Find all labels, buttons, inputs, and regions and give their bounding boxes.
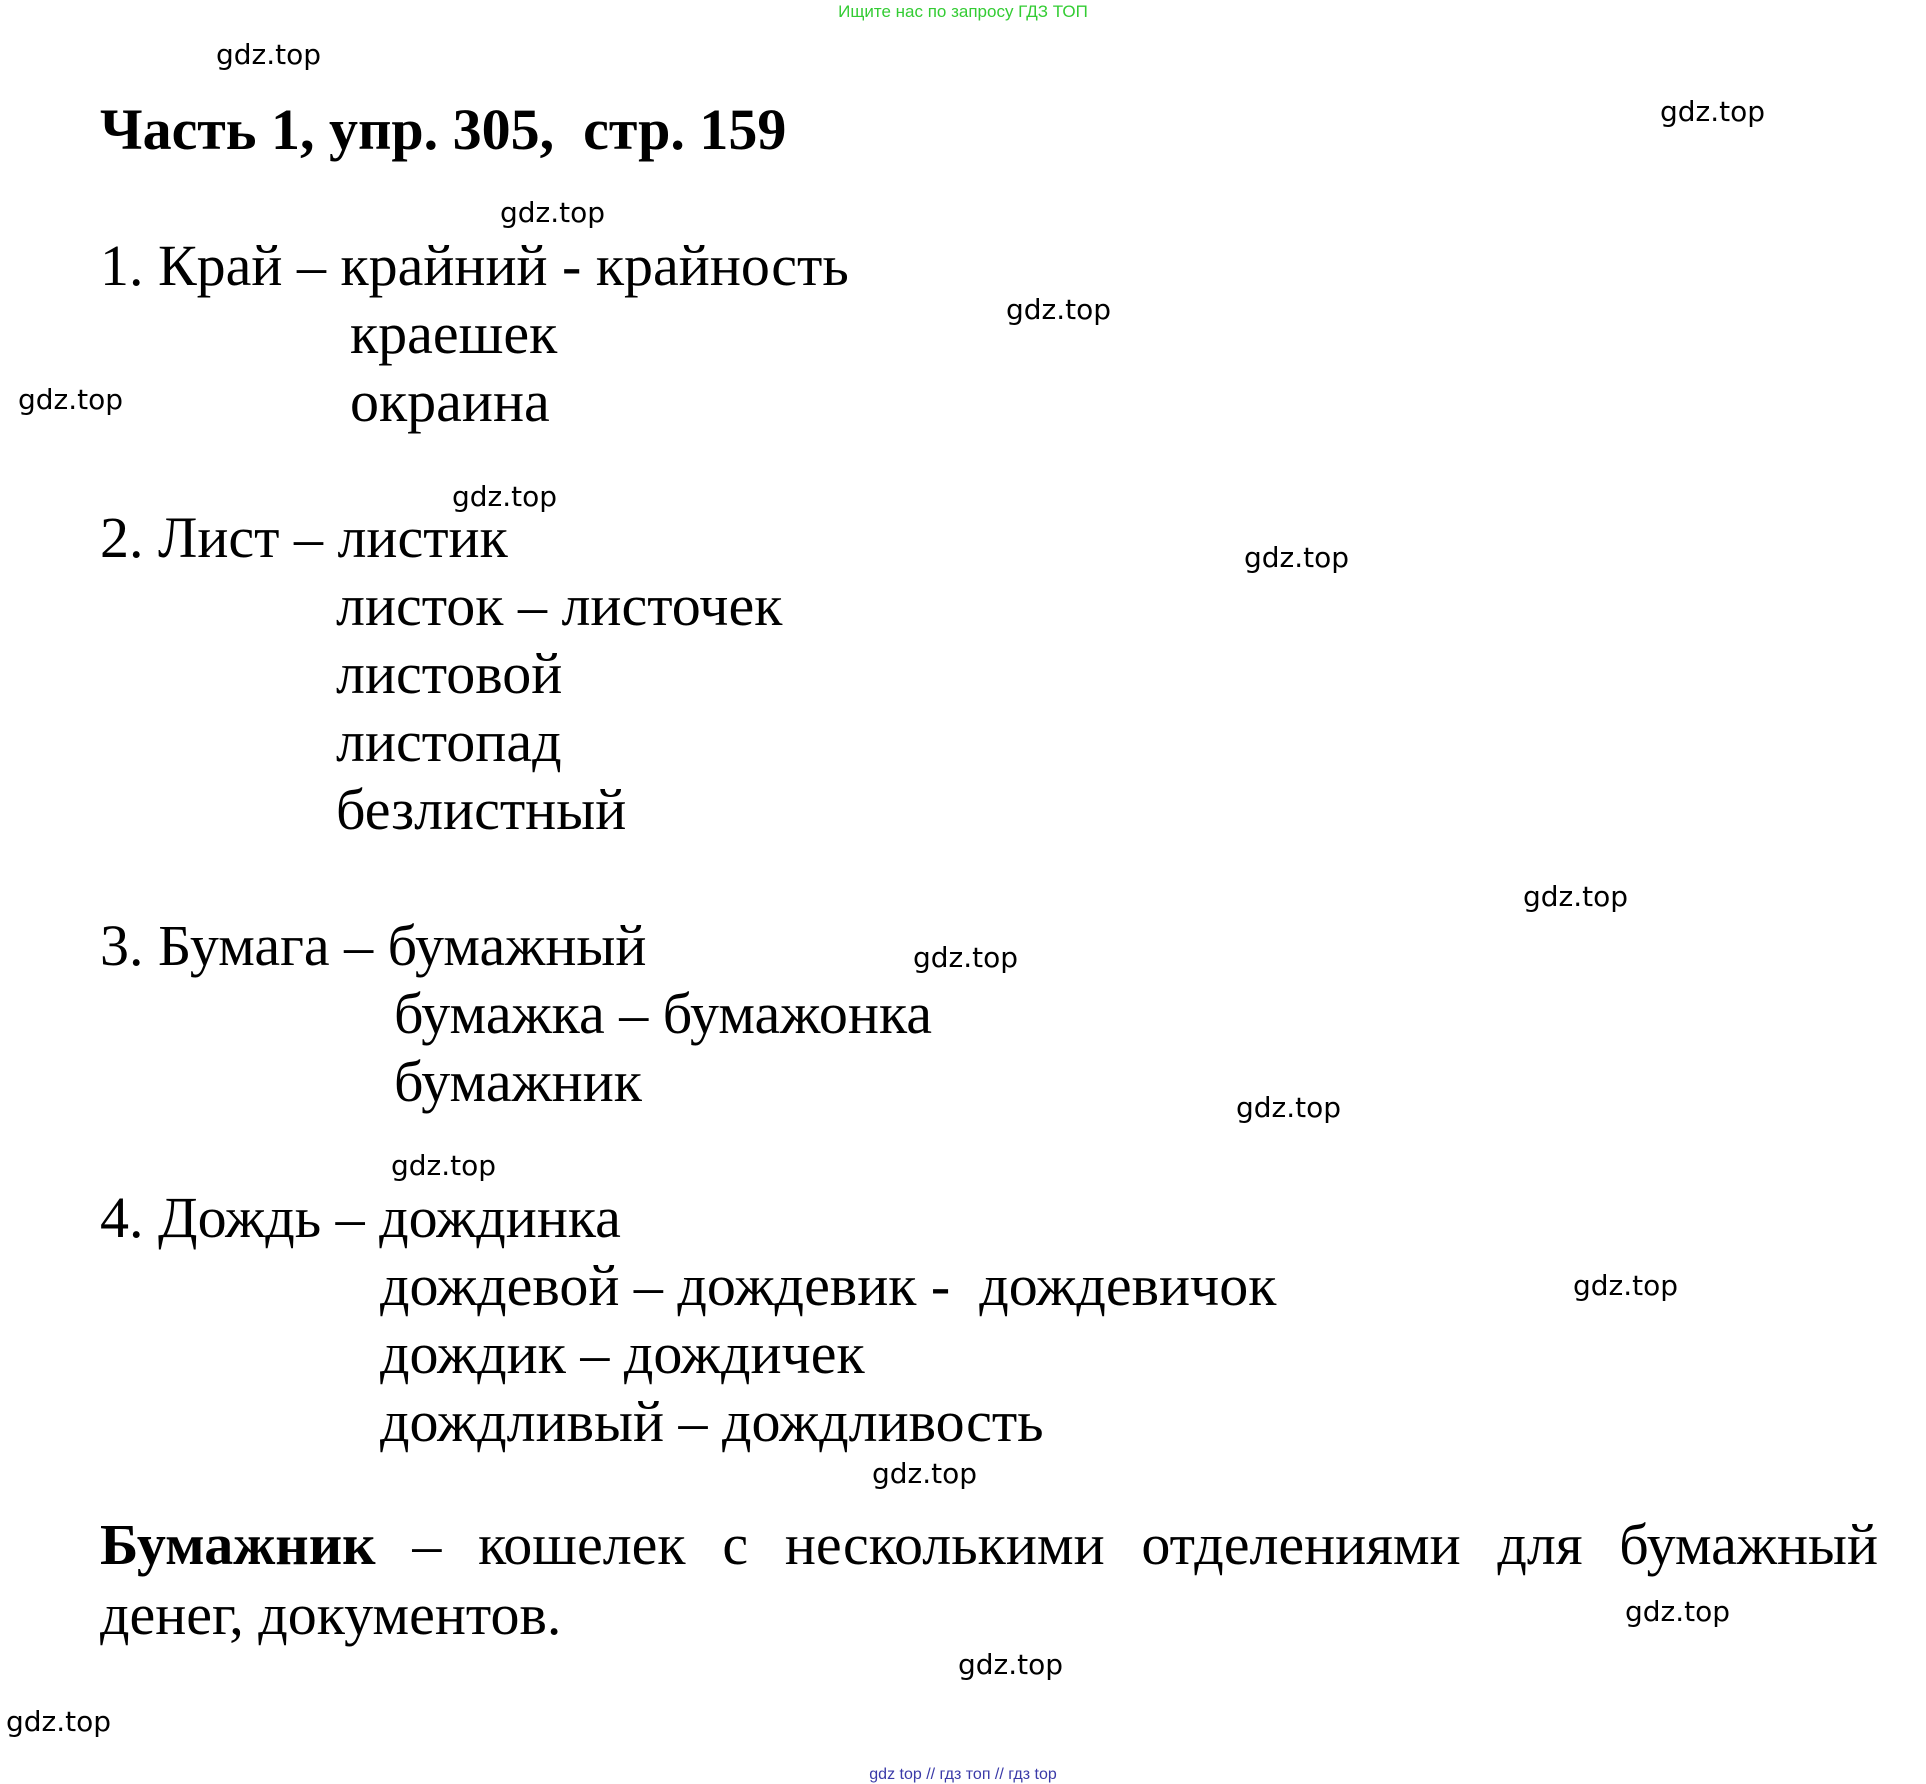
group-2-line-3: листовой (336, 641, 563, 706)
group-2-line-1: 2. Лист – листик (100, 505, 508, 570)
watermark: gdz.top (1625, 1595, 1731, 1628)
watermark: gdz.top (391, 1149, 497, 1182)
watermark: gdz.top (6, 1705, 112, 1738)
group-3-line-2: бумажка – бумажонка (394, 981, 933, 1046)
watermark: gdz.top (1573, 1269, 1679, 1302)
watermark: gdz.top (18, 383, 124, 416)
group-2-line-5: безлистный (336, 777, 627, 842)
footer-links[interactable]: gdz top // гдз топ // гдз top (869, 1766, 1057, 1783)
group-4-line-1: 4. Дождь – дождинка (100, 1185, 621, 1250)
definition-paragraph (100, 1510, 1878, 1650)
watermark: gdz.top (1236, 1091, 1342, 1124)
group-3-line-3: бумажник (394, 1049, 642, 1114)
group-4-line-4: дождливый – дождливость (380, 1389, 1044, 1454)
group-1-line-2: краешек (350, 301, 558, 366)
group-4-line-2: дождевой – дождевик - дождевичок (380, 1253, 1277, 1318)
watermark: gdz.top (913, 941, 1019, 974)
watermark: gdz.top (1244, 541, 1350, 574)
group-2-line-2: листок – листочек (336, 573, 783, 638)
group-1-line-3: окраина (350, 369, 550, 434)
group-3-line-1: 3. Бумага – бумажный (100, 913, 647, 978)
watermark: gdz.top (872, 1457, 978, 1490)
watermark: gdz.top (216, 38, 322, 71)
watermark: gdz.top (1006, 293, 1112, 326)
group-4-line-3: дождик – дождичек (380, 1321, 865, 1386)
exercise-title: Часть 1, упр. 305, стр. 159 (100, 97, 787, 162)
watermark: gdz.top (1660, 95, 1766, 128)
watermark: gdz.top (1523, 880, 1629, 913)
definition-text: – кошелек с несколькими отделениями для бумажный денег, документов. (100, 1512, 1878, 1647)
watermark: gdz.top (500, 196, 606, 229)
search-banner: Ищите нас по запросу ГДЗ ТОП (838, 2, 1088, 21)
definition-term: Бумажник (100, 1512, 376, 1577)
group-1-line-1: 1. Край – крайний - крайность (100, 233, 849, 298)
watermark: gdz.top (452, 480, 558, 513)
watermark: gdz.top (958, 1648, 1064, 1681)
group-2-line-4: листопад (336, 709, 562, 774)
